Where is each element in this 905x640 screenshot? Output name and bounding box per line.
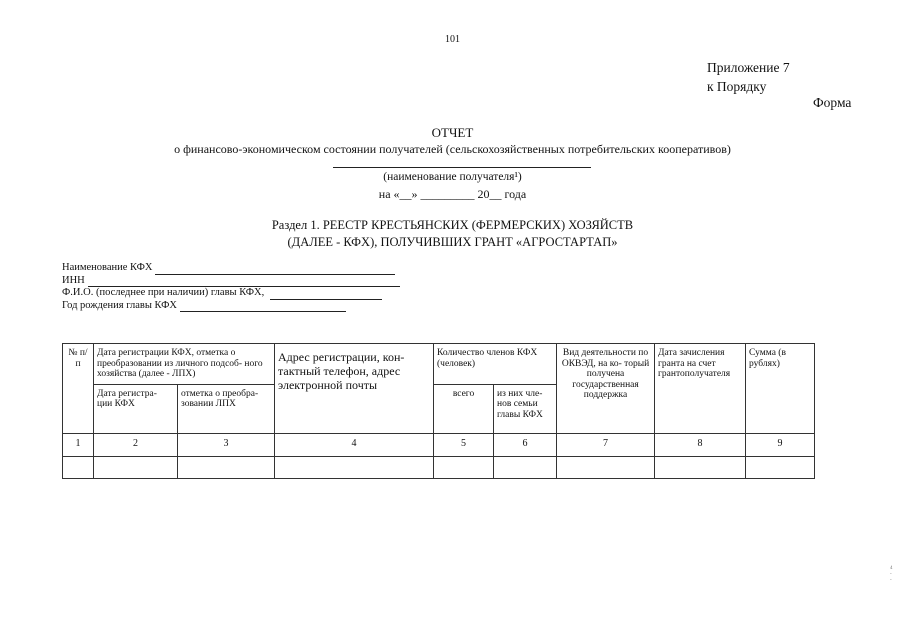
empty-cell[interactable] [494,456,557,478]
field-label-head-fio: Ф.И.О. (последнее при наличии) главы КФХ, [62,287,265,298]
section-title [0,217,905,251]
report-date-line: на «__» _________ 20__ года [378,187,527,201]
header-okved: Вид деятельности по ОКВЭД, на ко- торый получена государственная поддержка [557,344,655,434]
appendix-label [707,58,790,96]
column-number: 1 [63,433,94,456]
report-subtitle: о финансово-экономическом состоянии получателей (сельскохозяйственных потребительских кооперативов) [174,142,731,156]
field-row-inn [62,275,400,288]
header-registration-date: Дата регистра- ции КФХ [94,384,178,433]
field-blank-head-fio[interactable] [270,290,382,300]
header-members-family: из них чле- нов семьи главы КФХ [494,384,557,433]
empty-cell[interactable] [178,456,275,478]
edge-marks: 4 - - [890,566,893,583]
empty-cell[interactable] [275,456,434,478]
header-members: Количество членов КФХ (человек) [434,344,557,385]
form-label: Форма [813,95,852,110]
empty-cell[interactable] [746,456,815,478]
page-number: 101 [445,34,460,45]
empty-cell[interactable] [94,456,178,478]
header-lph-mark: отметка о преобра- зовании ЛПХ [178,384,275,433]
header-grant-date: Дата зачисления гранта на счет грантополучателя [655,344,746,434]
empty-cell[interactable] [63,456,94,478]
field-row-birth-year [62,300,400,313]
header-address: Адрес регистрации, кон- тактный телефон, адрес электронной почты [275,344,434,434]
empty-cell[interactable] [434,456,494,478]
column-number: 2 [94,433,178,456]
kfh-registry-table [62,343,815,479]
field-blank-inn[interactable] [88,277,400,287]
empty-cell[interactable] [557,456,655,478]
section-title-line-2: (ДАЛЕЕ - КФХ), ПОЛУЧИВШИХ ГРАНТ «АГРОСТАРТАП» [287,235,618,249]
empty-data-row [63,456,815,478]
header-num: № п/п [63,344,94,434]
empty-cell[interactable] [655,456,746,478]
column-number: 6 [494,433,557,456]
column-number: 4 [275,433,434,456]
column-number: 8 [655,433,746,456]
field-blank-name[interactable] [155,265,395,275]
field-row-name [62,262,400,275]
header-registration: Дата регистрации КФХ, отметка о преобразовании из личного подсоб- ного хозяйства (далее - ЛПХ) [94,344,275,385]
appendix-line-1: Приложение 7 [707,60,790,75]
header-members-total: всего [434,384,494,433]
field-row-head-fio [62,287,400,300]
recipient-name-line [333,167,591,168]
header-row-1 [63,344,815,385]
field-label-birth-year: Год рождения главы КФХ [62,299,177,311]
section-title-line-1: Раздел 1. РЕЕСТР КРЕСТЬЯНСКИХ (ФЕРМЕРСКИХ) ХОЗЯЙСТВ [271,218,634,232]
column-number: 9 [746,433,815,456]
field-label-name: Наименование КФХ [62,262,153,273]
column-number-row [63,433,815,456]
report-title: ОТЧЕТ [431,125,474,140]
field-blank-birth-year[interactable] [180,302,346,312]
column-number: 7 [557,433,655,456]
field-label-inn: ИНН [62,274,85,286]
header-amount: Сумма (в рублях) [746,344,815,434]
recipient-label: (наименование получателя¹) [383,171,522,183]
column-number: 3 [178,433,275,456]
column-number: 5 [434,433,494,456]
kfh-fields [62,262,400,312]
appendix-line-2: к Порядку [707,79,767,94]
